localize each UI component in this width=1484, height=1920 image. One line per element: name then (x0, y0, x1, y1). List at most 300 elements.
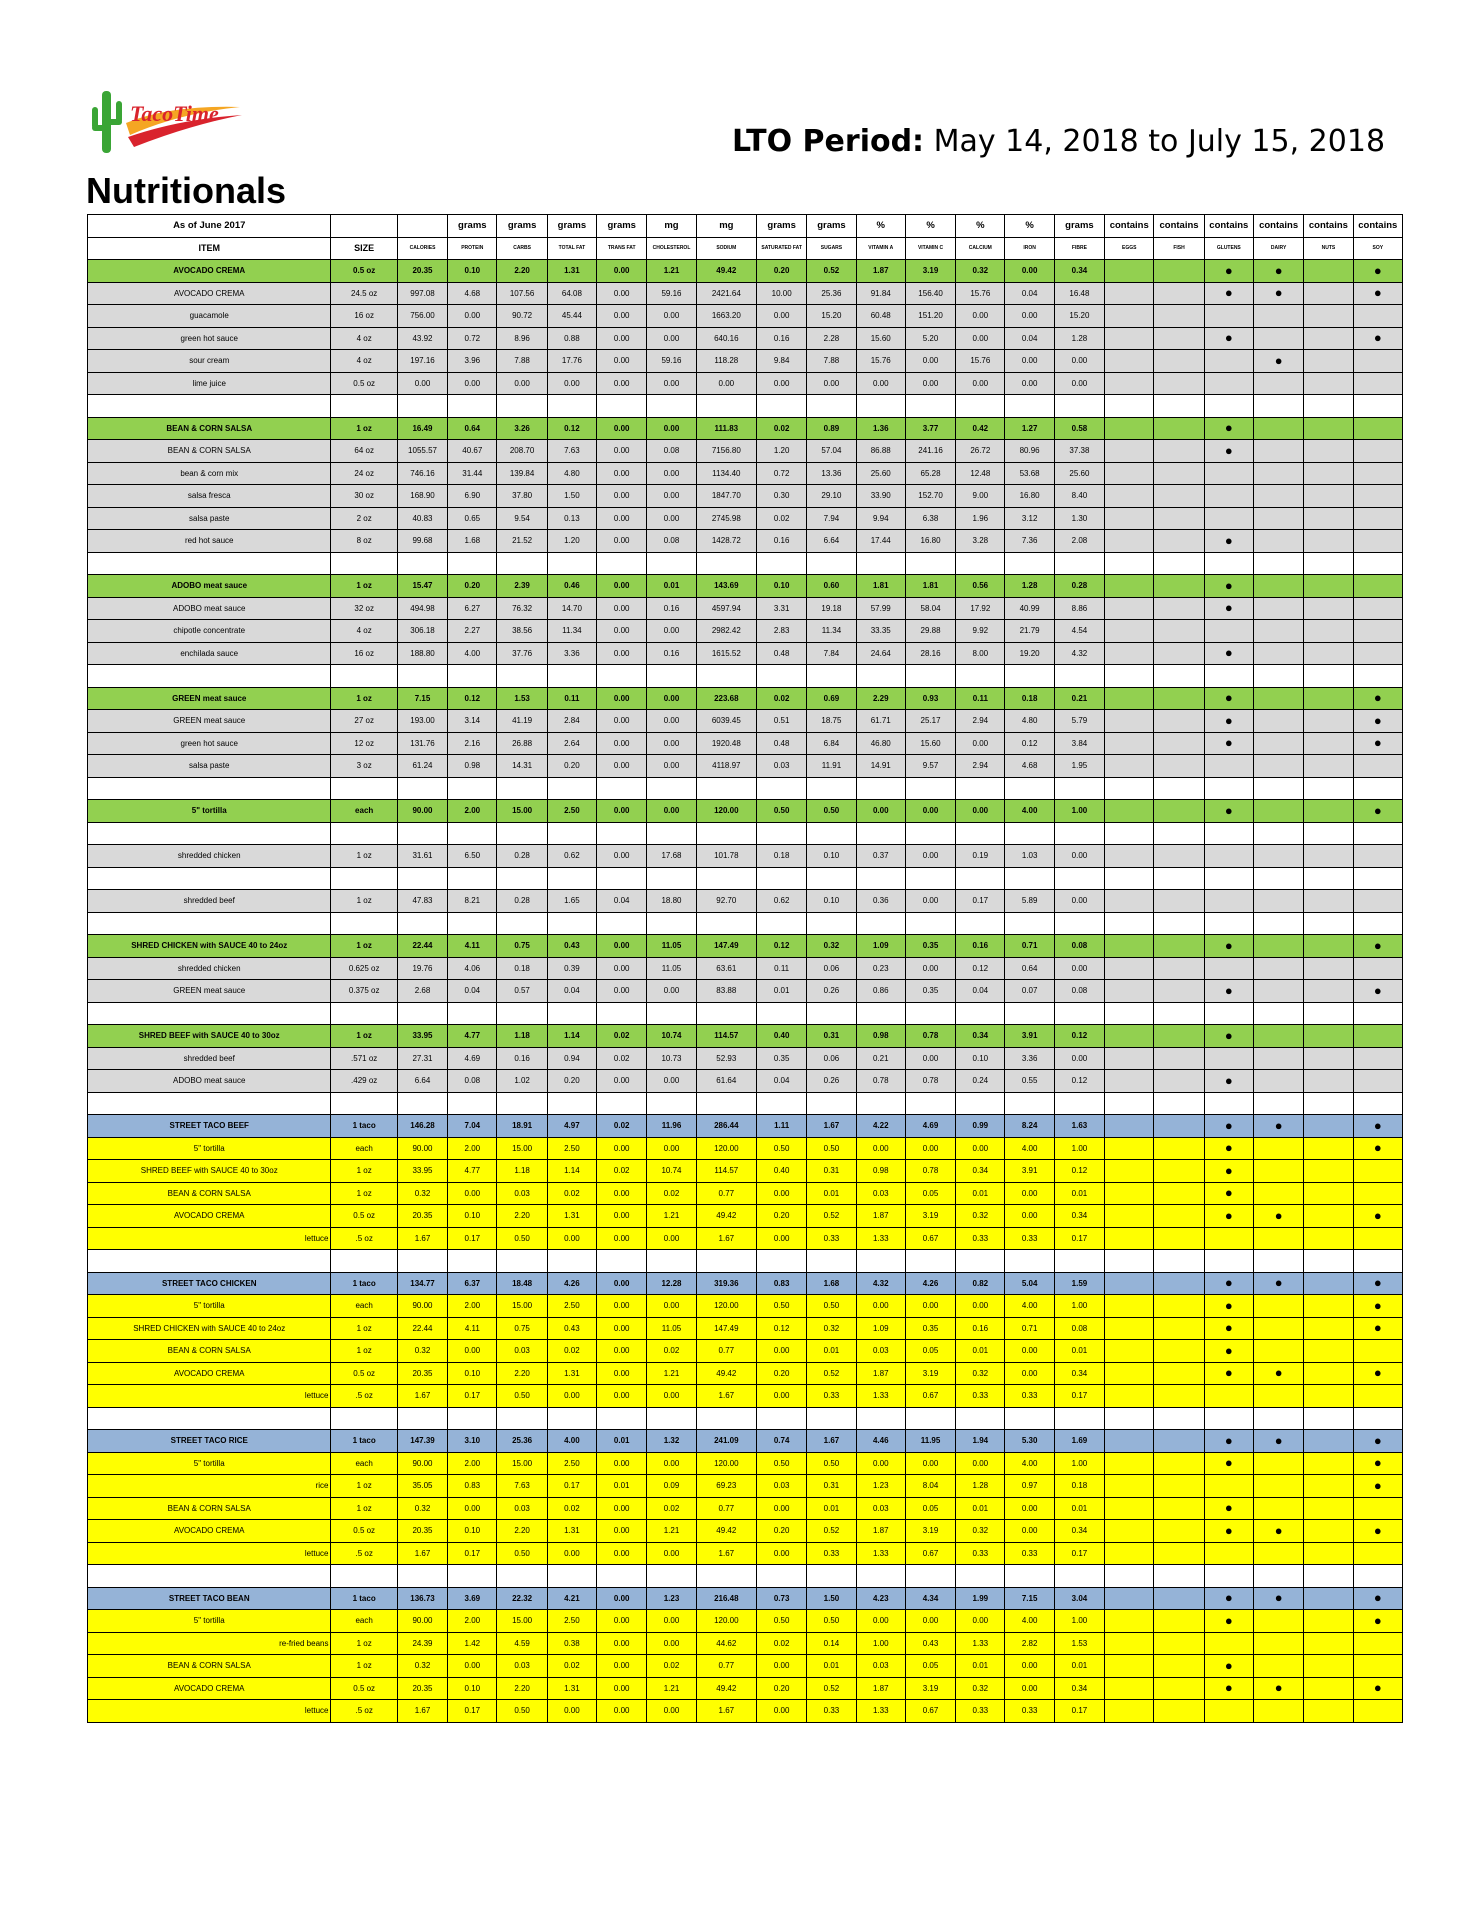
item-cell: shredded chicken (88, 957, 331, 980)
value-cell (547, 867, 596, 890)
value-cell: 0.04 (956, 980, 1005, 1003)
value-cell (547, 395, 596, 418)
value-cell: 2.64 (547, 732, 596, 755)
value-cell (1353, 1385, 1402, 1408)
value-cell: ● (1204, 1272, 1253, 1295)
value-cell (1304, 1452, 1353, 1475)
component-row (88, 642, 1403, 665)
value-cell (1054, 822, 1104, 845)
value-cell: 0.37 (856, 845, 905, 868)
value-cell: 0.00 (597, 462, 647, 485)
value-cell: 0.35 (905, 935, 955, 958)
value-cell: 0.34 (1054, 1520, 1104, 1543)
value-cell (1154, 575, 1204, 598)
value-cell: 4.77 (448, 1025, 497, 1048)
size-cell (331, 1092, 397, 1115)
value-cell: ● (1204, 980, 1253, 1003)
size-cell: 0.5 oz (331, 372, 397, 395)
value-cell: 0.78 (905, 1070, 955, 1093)
item-cell: SHRED CHICKEN with SAUCE 40 to 24oz (88, 935, 331, 958)
value-cell: ● (1353, 687, 1402, 710)
value-cell: 0.00 (597, 845, 647, 868)
size-cell: each (331, 800, 397, 823)
value-cell: 0.16 (647, 642, 696, 665)
value-cell: 0.00 (696, 372, 756, 395)
value-cell (1353, 1002, 1402, 1025)
ingredient-row (88, 1295, 1403, 1318)
value-cell: 1.00 (1054, 1295, 1104, 1318)
value-cell: 0.00 (905, 800, 955, 823)
value-cell: 1.67 (397, 1542, 447, 1565)
value-cell: 0.00 (956, 327, 1005, 350)
value-cell: ● (1253, 1115, 1303, 1138)
value-cell: 1.87 (856, 1520, 905, 1543)
value-cell: 0.52 (807, 1677, 856, 1700)
value-cell: 1.20 (547, 530, 596, 553)
value-cell: 0.00 (1005, 1340, 1054, 1363)
value-cell (1304, 755, 1353, 778)
value-cell (905, 777, 955, 800)
value-cell (397, 1250, 447, 1273)
value-cell: 1.67 (397, 1385, 447, 1408)
value-cell: 0.34 (956, 1160, 1005, 1183)
value-cell: 0.17 (1054, 1700, 1104, 1723)
value-cell: 2.20 (497, 1520, 547, 1543)
value-cell (807, 912, 856, 935)
value-cell: 33.95 (397, 1025, 447, 1048)
value-cell (1005, 1092, 1054, 1115)
value-cell: 0.78 (856, 1070, 905, 1093)
value-cell: 0.33 (1005, 1700, 1054, 1723)
value-cell (1353, 417, 1402, 440)
value-cell: ● (1353, 1272, 1402, 1295)
value-cell: 8.86 (1054, 597, 1104, 620)
value-cell (448, 777, 497, 800)
value-cell (547, 1002, 596, 1025)
value-cell: 746.16 (397, 462, 447, 485)
value-cell (1105, 732, 1154, 755)
component-row (88, 1070, 1403, 1093)
value-cell: 2.08 (1054, 530, 1104, 553)
size-cell (331, 912, 397, 935)
value-cell (497, 867, 547, 890)
value-cell: contains (1353, 215, 1402, 238)
value-cell: 12.28 (647, 1272, 696, 1295)
value-cell (1154, 305, 1204, 328)
value-cell: 37.76 (497, 642, 547, 665)
value-cell: 38.56 (497, 620, 547, 643)
value-cell: grams (597, 215, 647, 238)
value-cell (1154, 1385, 1204, 1408)
value-cell: 0.17 (956, 890, 1005, 913)
value-cell (647, 1250, 696, 1273)
value-cell: 15.00 (497, 1452, 547, 1475)
value-cell: 134.77 (397, 1272, 447, 1295)
value-cell (1105, 395, 1154, 418)
value-cell: 4.00 (1005, 1137, 1054, 1160)
value-cell (647, 1407, 696, 1430)
value-cell (1253, 372, 1303, 395)
value-cell: 14.31 (497, 755, 547, 778)
value-cell (956, 822, 1005, 845)
value-cell: 0.00 (956, 372, 1005, 395)
item-cell: 5" tortilla (88, 1295, 331, 1318)
item-cell: BEAN & CORN SALSA (88, 1655, 331, 1678)
value-cell: 0.00 (597, 1520, 647, 1543)
value-cell: 35.05 (397, 1475, 447, 1498)
value-cell (905, 1565, 955, 1588)
value-cell: 0.00 (956, 1137, 1005, 1160)
value-cell: 16.49 (397, 417, 447, 440)
value-cell: 2.20 (497, 1205, 547, 1228)
value-cell: 2.00 (448, 1295, 497, 1318)
value-cell: grams (448, 215, 497, 238)
value-cell: 0.00 (597, 800, 647, 823)
value-cell: 143.69 (696, 575, 756, 598)
value-cell (1353, 777, 1402, 800)
value-cell: 4.77 (448, 1160, 497, 1183)
value-cell: 0.12 (1054, 1070, 1104, 1093)
size-cell: 1 oz (331, 1632, 397, 1655)
value-cell (1253, 1025, 1303, 1048)
value-cell (1253, 417, 1303, 440)
value-cell (1304, 1542, 1353, 1565)
value-cell: 65.28 (905, 462, 955, 485)
value-cell (1154, 440, 1204, 463)
value-cell: 2.16 (448, 732, 497, 755)
value-cell: 1.68 (448, 530, 497, 553)
value-cell: 15.00 (497, 1295, 547, 1318)
value-cell: 0.12 (1054, 1160, 1104, 1183)
value-cell: SODIUM (696, 237, 756, 260)
value-cell: 0.00 (597, 282, 647, 305)
taco-row (88, 1430, 1403, 1453)
size-cell: 0.5 oz (331, 1677, 397, 1700)
value-cell: 11.95 (905, 1430, 955, 1453)
value-cell (1353, 1070, 1402, 1093)
value-cell: 25.60 (1054, 462, 1104, 485)
item-cell: sour cream (88, 350, 331, 373)
item-cell (88, 912, 331, 935)
value-cell (1005, 912, 1054, 935)
value-cell: 0.12 (757, 1317, 807, 1340)
value-cell: 0.17 (1054, 1542, 1104, 1565)
value-cell (1253, 1475, 1303, 1498)
value-cell: 0.00 (905, 1047, 955, 1070)
value-cell (1204, 1002, 1253, 1025)
value-cell (696, 552, 756, 575)
value-cell: 0.33 (1005, 1385, 1054, 1408)
value-cell (1253, 597, 1303, 620)
value-cell: 1.03 (1005, 845, 1054, 868)
value-cell (1253, 1565, 1303, 1588)
value-cell: 0.00 (856, 372, 905, 395)
value-cell: 0.00 (647, 710, 696, 733)
value-cell: 27.31 (397, 1047, 447, 1070)
value-cell (1304, 1340, 1353, 1363)
value-cell: CHOLESTEROL (647, 237, 696, 260)
value-cell (1105, 890, 1154, 913)
value-cell: 0.00 (647, 1452, 696, 1475)
value-cell: 4.00 (1005, 1295, 1054, 1318)
value-cell (1304, 1227, 1353, 1250)
value-cell (448, 1002, 497, 1025)
value-cell: 0.00 (647, 372, 696, 395)
value-cell: 4.97 (547, 1115, 596, 1138)
value-cell: 0.00 (448, 1497, 497, 1520)
value-cell (1304, 1700, 1353, 1723)
value-cell: 11.91 (807, 755, 856, 778)
value-cell (497, 912, 547, 935)
value-cell: 1.59 (1054, 1272, 1104, 1295)
value-cell (1304, 620, 1353, 643)
value-cell (397, 552, 447, 575)
value-cell: 1.21 (647, 1520, 696, 1543)
value-cell (1253, 890, 1303, 913)
value-cell: 0.03 (497, 1340, 547, 1363)
item-cell: guacamole (88, 305, 331, 328)
value-cell: 151.20 (905, 305, 955, 328)
value-cell (807, 867, 856, 890)
value-cell: 3.77 (905, 417, 955, 440)
value-cell: 31.44 (448, 462, 497, 485)
value-cell (1105, 777, 1154, 800)
value-cell: 0.10 (448, 1520, 497, 1543)
value-cell: 3.12 (1005, 507, 1054, 530)
value-cell: 0.50 (807, 800, 856, 823)
value-cell: 0.02 (547, 1182, 596, 1205)
value-cell: 4.32 (856, 1272, 905, 1295)
value-cell: 0.00 (905, 845, 955, 868)
value-cell: 8.96 (497, 327, 547, 350)
value-cell: ● (1204, 1205, 1253, 1228)
value-cell: 0.32 (956, 1205, 1005, 1228)
value-cell: 0.14 (807, 1632, 856, 1655)
value-cell: 4597.94 (696, 597, 756, 620)
value-cell: 0.10 (448, 260, 497, 283)
value-cell: 7.36 (1005, 530, 1054, 553)
value-cell (1353, 890, 1402, 913)
value-cell: 9.00 (956, 485, 1005, 508)
value-cell: 41.19 (497, 710, 547, 733)
value-cell (1353, 440, 1402, 463)
value-cell (1204, 485, 1253, 508)
value-cell: 0.35 (905, 1317, 955, 1340)
value-cell (1253, 1002, 1303, 1025)
value-cell (1204, 1385, 1253, 1408)
value-cell: ● (1353, 1115, 1402, 1138)
value-cell (956, 1250, 1005, 1273)
size-cell: 24.5 oz (331, 282, 397, 305)
value-cell (1005, 552, 1054, 575)
value-cell: 17.68 (647, 845, 696, 868)
value-cell (956, 1002, 1005, 1025)
value-cell (1005, 867, 1054, 890)
value-cell: 0.32 (397, 1182, 447, 1205)
value-cell: 1.00 (1054, 1452, 1104, 1475)
item-cell: STREET TACO BEEF (88, 1115, 331, 1138)
value-cell (1353, 1340, 1402, 1363)
value-cell: 0.00 (1054, 845, 1104, 868)
value-cell: 1663.20 (696, 305, 756, 328)
value-cell (497, 1092, 547, 1115)
value-cell (1054, 1002, 1104, 1025)
value-cell: 57.99 (856, 597, 905, 620)
item-cell: SHRED BEEF with SAUCE 40 to 30oz (88, 1025, 331, 1048)
value-cell (1253, 1070, 1303, 1093)
value-cell: 101.78 (696, 845, 756, 868)
value-cell: 0.00 (956, 305, 1005, 328)
value-cell: 4.54 (1054, 620, 1104, 643)
value-cell (547, 822, 596, 845)
value-cell (1304, 305, 1353, 328)
value-cell (1253, 530, 1303, 553)
value-cell: 21.79 (1005, 620, 1054, 643)
value-cell: 0.67 (905, 1227, 955, 1250)
value-cell (856, 867, 905, 890)
value-cell: 223.68 (696, 687, 756, 710)
value-cell: 0.77 (696, 1655, 756, 1678)
value-cell: 0.01 (757, 980, 807, 1003)
value-cell (1204, 822, 1253, 845)
value-cell: 0.00 (597, 1700, 647, 1723)
value-cell: % (905, 215, 955, 238)
spacer-row (88, 777, 1403, 800)
value-cell: 0.26 (807, 1070, 856, 1093)
value-cell: 0.33 (956, 1700, 1005, 1723)
value-cell: 0.00 (597, 1272, 647, 1295)
value-cell (497, 552, 547, 575)
value-cell: 1.33 (956, 1632, 1005, 1655)
value-cell: FISH (1154, 237, 1204, 260)
value-cell: 1.33 (856, 1700, 905, 1723)
value-cell: 2.20 (497, 260, 547, 283)
value-cell (448, 1092, 497, 1115)
value-cell: 0.00 (1005, 1497, 1054, 1520)
value-cell: EGGS (1105, 237, 1154, 260)
value-cell: 0.00 (1005, 350, 1054, 373)
value-cell (397, 1002, 447, 1025)
value-cell: 0.71 (1005, 935, 1054, 958)
value-cell: 4.23 (856, 1587, 905, 1610)
value-cell: 0.03 (757, 1475, 807, 1498)
value-cell (1154, 1430, 1204, 1453)
value-cell: 4.00 (1005, 1452, 1054, 1475)
value-cell: 0.50 (757, 1295, 807, 1318)
value-cell: 0.00 (597, 1137, 647, 1160)
value-cell: 0.50 (757, 1610, 807, 1633)
value-cell: 0.00 (1054, 1047, 1104, 1070)
value-cell (1154, 1610, 1204, 1633)
item-cell (88, 777, 331, 800)
value-cell: 0.77 (696, 1340, 756, 1363)
value-cell (905, 395, 955, 418)
value-cell (1105, 1520, 1154, 1543)
value-cell (647, 395, 696, 418)
value-cell: 18.75 (807, 710, 856, 733)
value-cell: 0.16 (757, 327, 807, 350)
value-cell: 11.05 (647, 935, 696, 958)
value-cell: VITAMIN A (856, 237, 905, 260)
value-cell: 216.48 (696, 1587, 756, 1610)
value-cell: 0.00 (597, 305, 647, 328)
value-cell (1105, 1655, 1154, 1678)
value-cell (1304, 665, 1353, 688)
value-cell: 0.04 (547, 980, 596, 1003)
value-cell: 1.53 (497, 687, 547, 710)
value-cell: 0.00 (1054, 350, 1104, 373)
value-cell (807, 395, 856, 418)
value-cell: 4.46 (856, 1430, 905, 1453)
value-cell (757, 867, 807, 890)
value-cell: 0.17 (448, 1542, 497, 1565)
size-cell: .429 oz (331, 1070, 397, 1093)
value-cell: NUTS (1304, 237, 1353, 260)
value-cell: 0.26 (807, 980, 856, 1003)
component-row (88, 440, 1403, 463)
item-cell: SHRED BEEF with SAUCE 40 to 30oz (88, 1160, 331, 1183)
value-cell: 21.52 (497, 530, 547, 553)
value-cell: 40.83 (397, 507, 447, 530)
value-cell: 0.17 (448, 1227, 497, 1250)
value-cell (1105, 665, 1154, 688)
value-cell (956, 867, 1005, 890)
value-cell (1154, 1452, 1204, 1475)
value-cell: 0.00 (597, 1587, 647, 1610)
value-cell (1154, 1002, 1204, 1025)
value-cell: 90.72 (497, 305, 547, 328)
value-cell: 3.19 (905, 260, 955, 283)
value-cell: 29.10 (807, 485, 856, 508)
value-cell: 1.18 (497, 1025, 547, 1048)
value-cell: 10.74 (647, 1025, 696, 1048)
value-cell: 147.39 (397, 1430, 447, 1453)
value-cell: 0.00 (956, 1295, 1005, 1318)
spacer-row (88, 1250, 1403, 1273)
value-cell: SATURATED FAT (757, 237, 807, 260)
value-cell: 1.95 (1054, 755, 1104, 778)
value-cell (1154, 1587, 1204, 1610)
value-cell: 0.94 (547, 1047, 596, 1070)
size-cell: 24 oz (331, 462, 397, 485)
value-cell: 0.01 (1054, 1497, 1104, 1520)
value-cell: 2745.98 (696, 507, 756, 530)
value-cell: 114.57 (696, 1025, 756, 1048)
value-cell: 0.20 (547, 1070, 596, 1093)
value-cell (905, 1002, 955, 1025)
value-cell (1304, 327, 1353, 350)
value-cell: 640.16 (696, 327, 756, 350)
value-cell (1105, 260, 1154, 283)
value-cell (696, 1407, 756, 1430)
value-cell: 0.00 (905, 372, 955, 395)
value-cell (1353, 755, 1402, 778)
value-cell: 1.69 (1054, 1430, 1104, 1453)
value-cell (1105, 1677, 1154, 1700)
value-cell: 0.00 (597, 350, 647, 373)
value-cell: 0.00 (647, 1137, 696, 1160)
value-cell: % (956, 215, 1005, 238)
value-cell (1304, 687, 1353, 710)
size-cell: 8 oz (331, 530, 397, 553)
value-cell: 0.06 (807, 1047, 856, 1070)
ingredient-row (88, 1632, 1403, 1655)
value-cell: ● (1204, 530, 1253, 553)
value-cell (807, 1002, 856, 1025)
value-cell (1353, 845, 1402, 868)
value-cell: 0.52 (807, 1362, 856, 1385)
value-cell: 43.92 (397, 327, 447, 350)
